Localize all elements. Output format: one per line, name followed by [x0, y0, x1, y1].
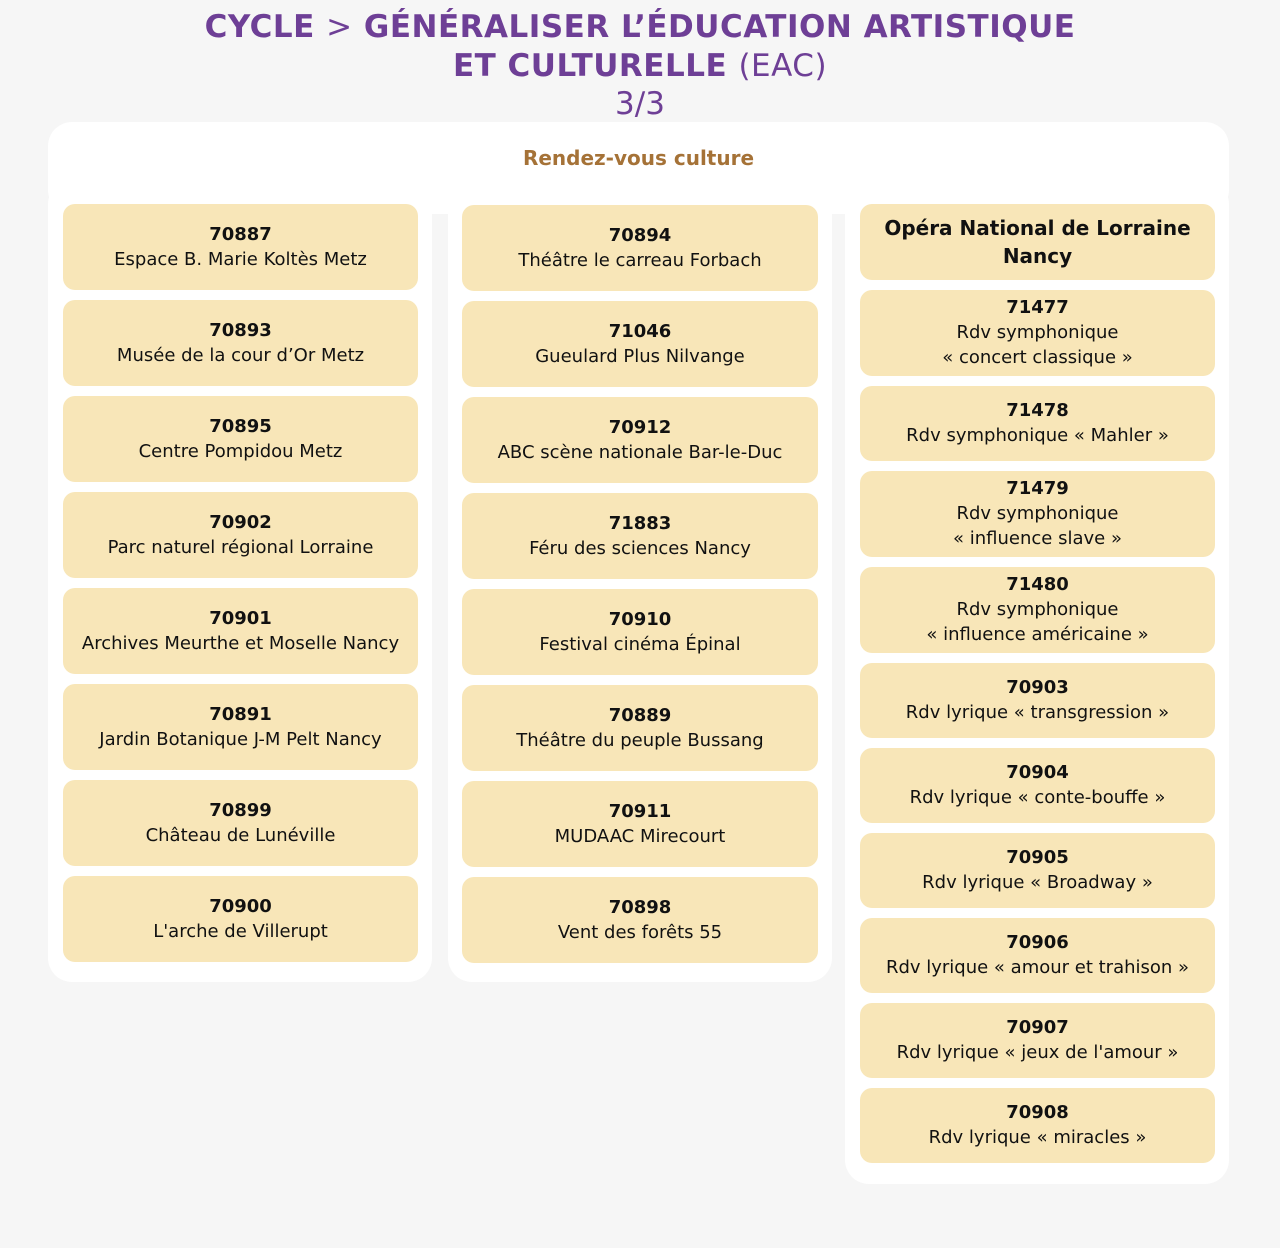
item-code: 70904: [1006, 762, 1069, 783]
item-code: 71477: [1006, 297, 1069, 318]
item-name: Vent des forêts 55: [557, 921, 723, 943]
list-item: [860, 386, 1215, 461]
item-name: L'arche de Villerupt: [153, 920, 328, 942]
item-code: 71480: [1006, 574, 1069, 595]
list-item: [860, 471, 1215, 557]
title-separator: >: [326, 9, 353, 45]
item-name: Château de Lunéville: [145, 824, 336, 846]
item-name: Archives Meurthe et Moselle Nancy: [81, 632, 400, 654]
item-code: 70899: [209, 799, 272, 821]
list-item: [860, 290, 1215, 376]
list-item: [860, 663, 1215, 738]
list-item: [462, 493, 818, 579]
list-item: [63, 492, 418, 578]
list-item: [63, 204, 418, 290]
item-code: 70911: [608, 800, 672, 822]
item-name: Féru des sciences Nancy: [529, 537, 751, 559]
item-code: 71883: [608, 512, 672, 534]
column-3: [860, 204, 1215, 1163]
column-1: [63, 204, 418, 962]
page-title-line-1: [0, 8, 1280, 47]
list-item: [860, 567, 1215, 653]
list-item: [860, 748, 1215, 823]
item-code: 70895: [209, 415, 272, 437]
item-name: Jardin Botanique J-M Pelt Nancy: [99, 728, 382, 750]
page-header: [0, 8, 1280, 122]
opera-header-card: [860, 204, 1215, 280]
list-item: [63, 684, 418, 770]
item-name: Rdv symphonique « influence slave »: [953, 503, 1122, 549]
list-item: [462, 301, 818, 387]
item-name: Parc naturel régional Lorraine: [107, 536, 374, 558]
item-code: 70898: [608, 896, 672, 918]
item-name: Rdv lyrique « amour et trahison »: [885, 957, 1190, 978]
list-item: [462, 397, 818, 483]
item-code: 70903: [1006, 677, 1069, 698]
item-code: 70905: [1006, 847, 1069, 868]
item-name: Rdv lyrique « jeux de l'amour »: [896, 1042, 1179, 1063]
list-item: [63, 396, 418, 482]
section-panel: [48, 122, 1229, 214]
item-code: 71479: [1006, 478, 1069, 499]
item-name: ABC scène nationale Bar-le-Duc: [497, 441, 783, 463]
item-name: Rdv lyrique « transgression »: [905, 702, 1170, 723]
item-code: 70891: [209, 703, 272, 725]
item-code: 71046: [608, 320, 672, 342]
item-name: Rdv lyrique « conte-bouffe »: [909, 787, 1166, 808]
list-item: [860, 833, 1215, 908]
list-item: [63, 876, 418, 962]
list-item: [63, 780, 418, 866]
title-main-2: ET CULTURELLE: [452, 48, 728, 84]
opera-title: Opéra National de Lorraine Nancy: [884, 216, 1191, 268]
item-name: Rdv symphonique « concert classique »: [942, 322, 1133, 368]
item-name: MUDAAC Mirecourt: [554, 825, 726, 847]
item-code: 70906: [1006, 932, 1069, 953]
list-item: [462, 205, 818, 291]
list-item: [462, 877, 818, 963]
item-code: 70893: [209, 319, 272, 341]
title-abbr: (EAC): [738, 48, 828, 84]
list-item: [860, 1088, 1215, 1163]
list-item: [63, 300, 418, 386]
section-title: Rendez-vous culture: [522, 146, 755, 170]
list-item: [63, 588, 418, 674]
page-title-line-2: [0, 47, 1280, 86]
item-name: Théâtre du peuple Bussang: [516, 729, 764, 751]
item-code: 70900: [209, 895, 272, 917]
item-code: 70907: [1006, 1017, 1069, 1038]
item-code: 70894: [608, 224, 672, 246]
title-cycle: CYCLE: [204, 9, 315, 45]
item-name: Rdv symphonique « influence américaine »: [926, 599, 1149, 645]
item-code: 70901: [209, 607, 272, 629]
item-name: Espace B. Marie Koltès Metz: [114, 248, 367, 270]
item-name: Rdv symphonique « Mahler »: [906, 425, 1169, 446]
item-code: 70910: [608, 608, 672, 630]
item-name: Musée de la cour d’Or Metz: [116, 344, 365, 366]
list-item: [462, 781, 818, 867]
item-code: 70908: [1006, 1102, 1069, 1123]
item-code: 71478: [1006, 400, 1069, 421]
item-name: Rdv lyrique « miracles »: [928, 1127, 1147, 1148]
item-code: 70887: [209, 223, 272, 245]
item-name: Rdv lyrique « Broadway »: [922, 872, 1153, 893]
item-name: Gueulard Plus Nilvange: [535, 345, 745, 367]
column-2: [462, 205, 818, 963]
item-code: 70889: [608, 704, 672, 726]
list-item: [860, 918, 1215, 993]
item-name: Théâtre le carreau Forbach: [518, 249, 762, 271]
list-item: [462, 589, 818, 675]
list-item: [860, 1003, 1215, 1078]
item-code: 70902: [209, 511, 272, 533]
item-name: Centre Pompidou Metz: [138, 440, 343, 462]
title-main-1: GÉNÉRALISER L’ÉDUCATION ARTISTIQUE: [363, 9, 1076, 45]
item-name: Festival cinéma Épinal: [539, 633, 741, 655]
page-number: 3/3: [615, 86, 665, 122]
list-item: [462, 685, 818, 771]
item-code: 70912: [608, 416, 672, 438]
